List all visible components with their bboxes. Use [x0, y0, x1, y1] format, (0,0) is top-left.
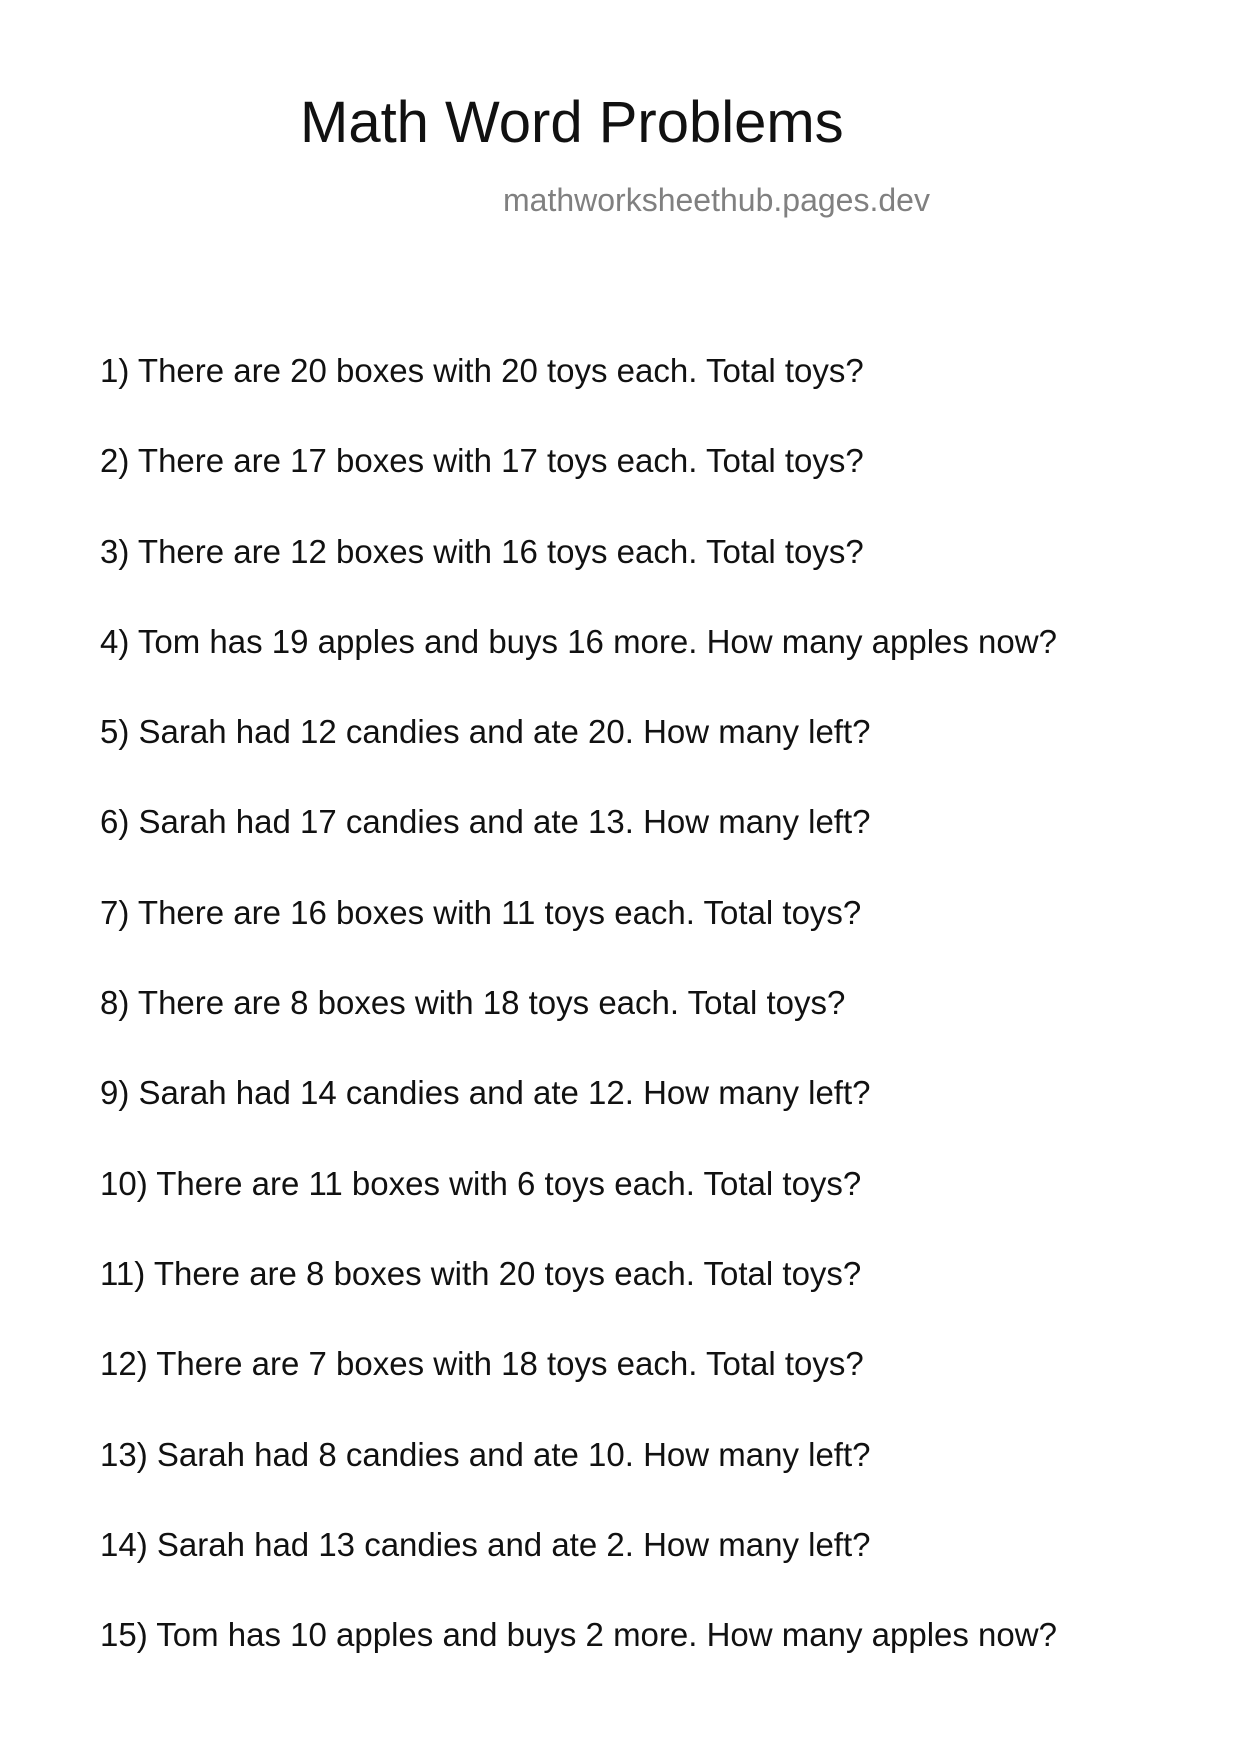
problem-item: 8) There are 8 boxes with 18 toys each. Total toys? [100, 984, 846, 1022]
problem-item: 6) Sarah had 17 candies and ate 13. How many left? [100, 803, 871, 841]
problem-item: 4) Tom has 19 apples and buys 16 more. How many apples now? [100, 622, 1057, 660]
problem-item: 10) There are 11 boxes with 6 toys each. Total toys? [100, 1164, 862, 1202]
problem-item: 2) There are 17 boxes with 17 toys each. Total toys? [100, 442, 864, 480]
problem-item: 7) There are 16 boxes with 11 toys each. Total toys? [100, 893, 862, 931]
problem-item: 5) Sarah had 12 candies and ate 20. How many left? [100, 713, 871, 751]
problem-list [100, 352, 1057, 1706]
problem-item: 12) There are 7 boxes with 18 toys each. Total toys? [100, 1345, 864, 1383]
problem-item: 11) There are 8 boxes with 20 toys each. Total toys? [100, 1254, 862, 1292]
problem-item: 1) There are 20 boxes with 20 toys each. Total toys? [100, 352, 864, 389]
page-title: Math Word Problems [300, 90, 844, 155]
problem-item: 3) There are 12 boxes with 16 toys each. Total toys? [100, 532, 864, 570]
problem-item: 15) Tom has 10 apples and buys 2 more. How many apples now? [100, 1616, 1057, 1654]
problem-item: 9) Sarah had 14 candies and ate 12. How many left? [100, 1074, 871, 1112]
source-url: mathworksheethub.pages.dev [503, 182, 930, 218]
problem-item: 13) Sarah had 8 candies and ate 10. How many left? [100, 1435, 871, 1473]
problem-item: 14) Sarah had 13 candies and ate 2. How many left? [100, 1525, 871, 1563]
